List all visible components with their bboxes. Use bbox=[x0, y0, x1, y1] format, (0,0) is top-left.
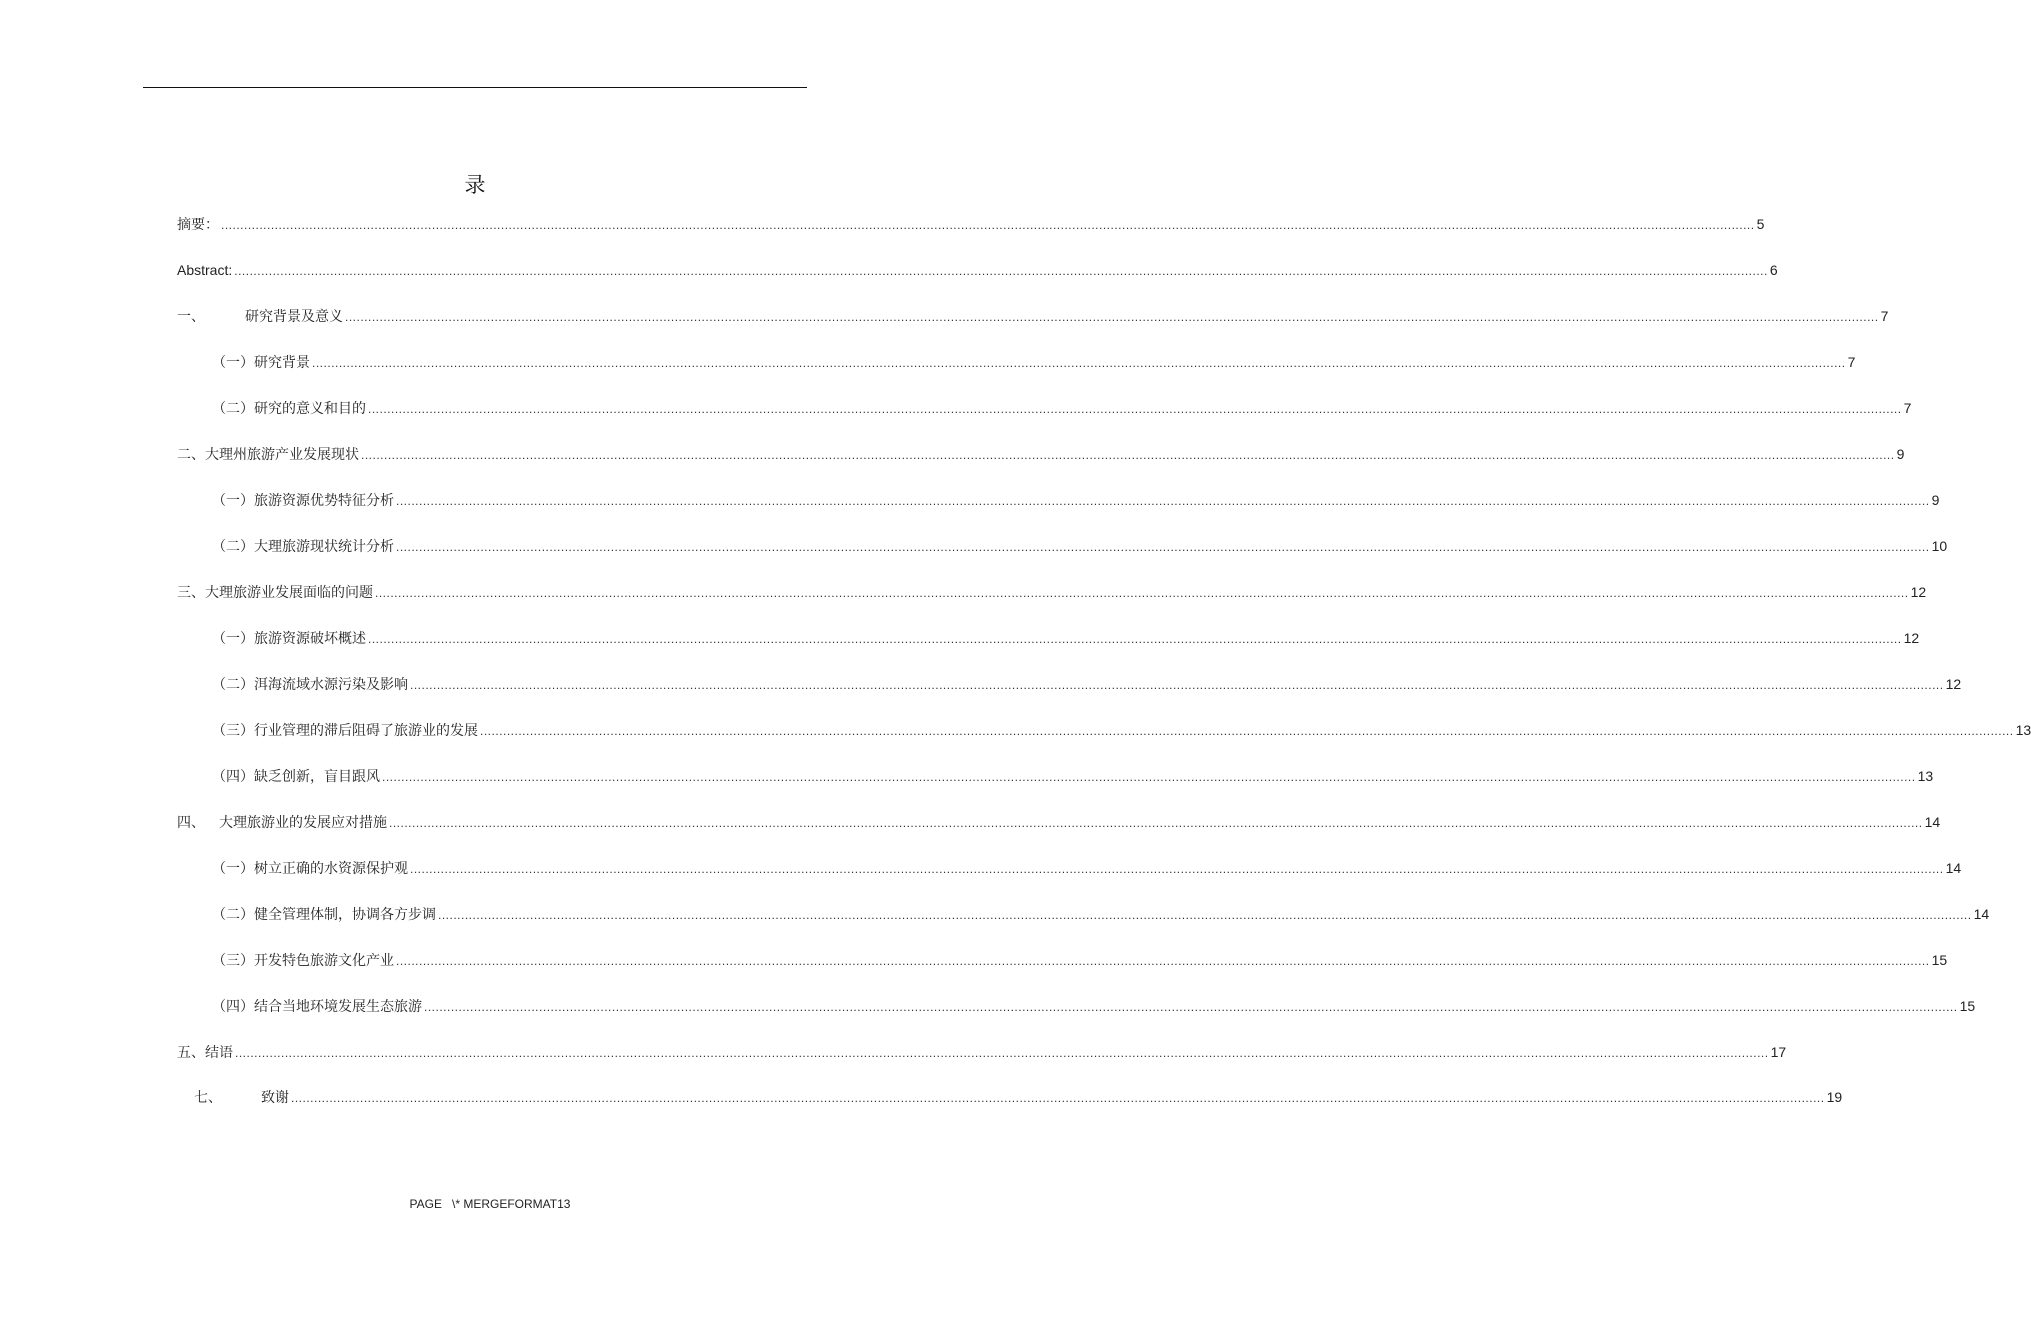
page-footer-field: PAGE \* MERGEFORMAT13 bbox=[409, 1197, 571, 1211]
toc-leader: ................................................................................................................................................................................................................................................................................................................................................................................................................ bbox=[235, 1046, 1769, 1060]
toc-entry[interactable] bbox=[212, 857, 1962, 879]
toc-leader: ................................................................................................................................................................................................................................................................................................................................................................................................................ bbox=[368, 402, 1902, 416]
toc-title: 录 bbox=[464, 173, 486, 197]
toc-entry-page: 15 bbox=[1959, 998, 1976, 1014]
toc-entry-page: 12 bbox=[1945, 676, 1962, 692]
toc-leader: ................................................................................................................................................................................................................................................................................................................................................................................................................ bbox=[382, 770, 1916, 784]
toc-entry[interactable] bbox=[212, 351, 1856, 373]
toc-entry-page: 13 bbox=[2015, 722, 2031, 738]
toc-entry[interactable] bbox=[212, 489, 1940, 511]
toc-entry[interactable] bbox=[177, 1041, 1787, 1063]
toc-entry-text: （四）缺乏创新，盲目跟风 bbox=[212, 769, 380, 785]
toc-leader: ................................................................................................................................................................................................................................................................................................................................................................................................................ bbox=[438, 908, 1972, 922]
toc-leader: ................................................................................................................................................................................................................................................................................................................................................................................................................ bbox=[389, 816, 1923, 830]
toc-entry-page: 10 bbox=[1931, 538, 1948, 554]
toc-entry-page: 19 bbox=[1826, 1089, 1843, 1105]
toc-leader: ................................................................................................................................................................................................................................................................................................................................................................................................................ bbox=[480, 724, 2014, 738]
toc-entry-text: 摘要： bbox=[177, 217, 219, 233]
toc-leader: ................................................................................................................................................................................................................................................................................................................................................................................................................ bbox=[375, 586, 1909, 600]
toc-entry-page: 7 bbox=[1903, 400, 1912, 416]
toc-entry-page: 14 bbox=[1973, 906, 1990, 922]
toc-entry[interactable] bbox=[177, 811, 1941, 833]
toc-entry[interactable] bbox=[177, 213, 1765, 235]
toc-entry[interactable] bbox=[212, 903, 1990, 925]
toc-entry-page: 5 bbox=[1756, 216, 1765, 232]
toc-entry-page: 12 bbox=[1910, 584, 1927, 600]
toc-entry[interactable] bbox=[194, 1086, 1843, 1108]
toc-entry-text: （一）旅游资源破坏概述 bbox=[212, 631, 366, 647]
toc-leader: ................................................................................................................................................................................................................................................................................................................................................................................................................ bbox=[396, 540, 1930, 554]
toc-leader: ................................................................................................................................................................................................................................................................................................................................................................................................................ bbox=[410, 862, 1944, 876]
toc-leader: ................................................................................................................................................................................................................................................................................................................................................................................................................ bbox=[345, 310, 1879, 324]
toc-entry[interactable] bbox=[177, 443, 1905, 465]
toc-leader: ................................................................................................................................................................................................................................................................................................................................................................................................................ bbox=[424, 1000, 1958, 1014]
toc-entry-text: （四）结合当地环境发展生态旅游 bbox=[212, 999, 422, 1015]
toc-entry-text: （三）行业管理的滞后阻碍了旅游业的发展 bbox=[212, 723, 478, 739]
toc-entry-text: 二、大理州旅游产业发展现状 bbox=[177, 447, 359, 463]
toc-leader: ................................................................................................................................................................................................................................................................................................................................................................................................................ bbox=[396, 494, 1930, 508]
toc-leader: ................................................................................................................................................................................................................................................................................................................................................................................................................ bbox=[410, 678, 1944, 692]
toc-entry[interactable] bbox=[212, 719, 2031, 741]
toc-entry-text: （二）大理旅游现状统计分析 bbox=[212, 539, 394, 555]
toc-entry[interactable] bbox=[177, 259, 1778, 281]
toc-entry[interactable] bbox=[212, 397, 1912, 419]
toc-leader: ................................................................................................................................................................................................................................................................................................................................................................................................................ bbox=[234, 264, 1768, 278]
toc-entry-text: 大理旅游业的发展应对措施 bbox=[219, 815, 387, 831]
toc-entry-page: 17 bbox=[1770, 1044, 1787, 1060]
toc-entry-page: 15 bbox=[1931, 952, 1948, 968]
toc-entry[interactable] bbox=[177, 305, 1889, 327]
toc-entry-text: 致谢 bbox=[261, 1090, 289, 1106]
toc-entry[interactable] bbox=[212, 765, 1934, 787]
toc-entry-page: 7 bbox=[1880, 308, 1889, 324]
toc-entry-text: （二）健全管理体制，协调各方步调 bbox=[212, 907, 436, 923]
toc-leader: ................................................................................................................................................................................................................................................................................................................................................................................................................ bbox=[396, 954, 1930, 968]
toc-entry-page: 14 bbox=[1924, 814, 1941, 830]
toc-entry-text: （二）洱海流域水源污染及影响 bbox=[212, 677, 408, 693]
toc-entry-number: 一、 bbox=[177, 309, 205, 325]
toc-entry-page: 9 bbox=[1896, 446, 1905, 462]
toc-entry[interactable] bbox=[212, 949, 1948, 971]
toc-entry[interactable] bbox=[212, 535, 1948, 557]
toc-entry-text: 研究背景及意义 bbox=[245, 309, 343, 325]
toc-entry-text: 三、大理旅游业发展面临的问题 bbox=[177, 585, 373, 601]
toc-entry-page: 13 bbox=[1917, 768, 1934, 784]
toc-entry-text: （一）旅游资源优势特征分析 bbox=[212, 493, 394, 509]
toc-entry-text: （一）研究背景 bbox=[212, 355, 310, 371]
toc-entry-page: 12 bbox=[1903, 630, 1920, 646]
toc-entry-page: 14 bbox=[1945, 860, 1962, 876]
toc-entry-number: 四、 bbox=[177, 815, 205, 831]
toc-leader: ................................................................................................................................................................................................................................................................................................................................................................................................................ bbox=[312, 356, 1846, 370]
toc-entry-text: 五、结语 bbox=[177, 1045, 233, 1061]
toc-leader: ................................................................................................................................................................................................................................................................................................................................................................................................................ bbox=[291, 1091, 1825, 1105]
toc-entry-page: 9 bbox=[1931, 492, 1940, 508]
toc-entry-page: 6 bbox=[1769, 262, 1778, 278]
toc-entry-text: （三）开发特色旅游文化产业 bbox=[212, 953, 394, 969]
toc-entry-text: （二）研究的意义和目的 bbox=[212, 401, 366, 417]
toc-entry[interactable] bbox=[212, 995, 1976, 1017]
toc-entry-text: Abstract: bbox=[177, 262, 233, 278]
toc-leader: ................................................................................................................................................................................................................................................................................................................................................................................................................ bbox=[368, 632, 1902, 646]
toc-entry[interactable] bbox=[212, 627, 1920, 649]
toc-leader: ................................................................................................................................................................................................................................................................................................................................................................................................................ bbox=[221, 218, 1755, 232]
toc-leader: ................................................................................................................................................................................................................................................................................................................................................................................................................ bbox=[361, 448, 1895, 462]
toc-entry[interactable] bbox=[212, 673, 1962, 695]
toc-entry-text: （一）树立正确的水资源保护观 bbox=[212, 861, 408, 877]
toc-entry-number: 七、 bbox=[194, 1090, 222, 1106]
toc-entry[interactable] bbox=[177, 581, 1927, 603]
toc-entry-page: 7 bbox=[1847, 354, 1856, 370]
